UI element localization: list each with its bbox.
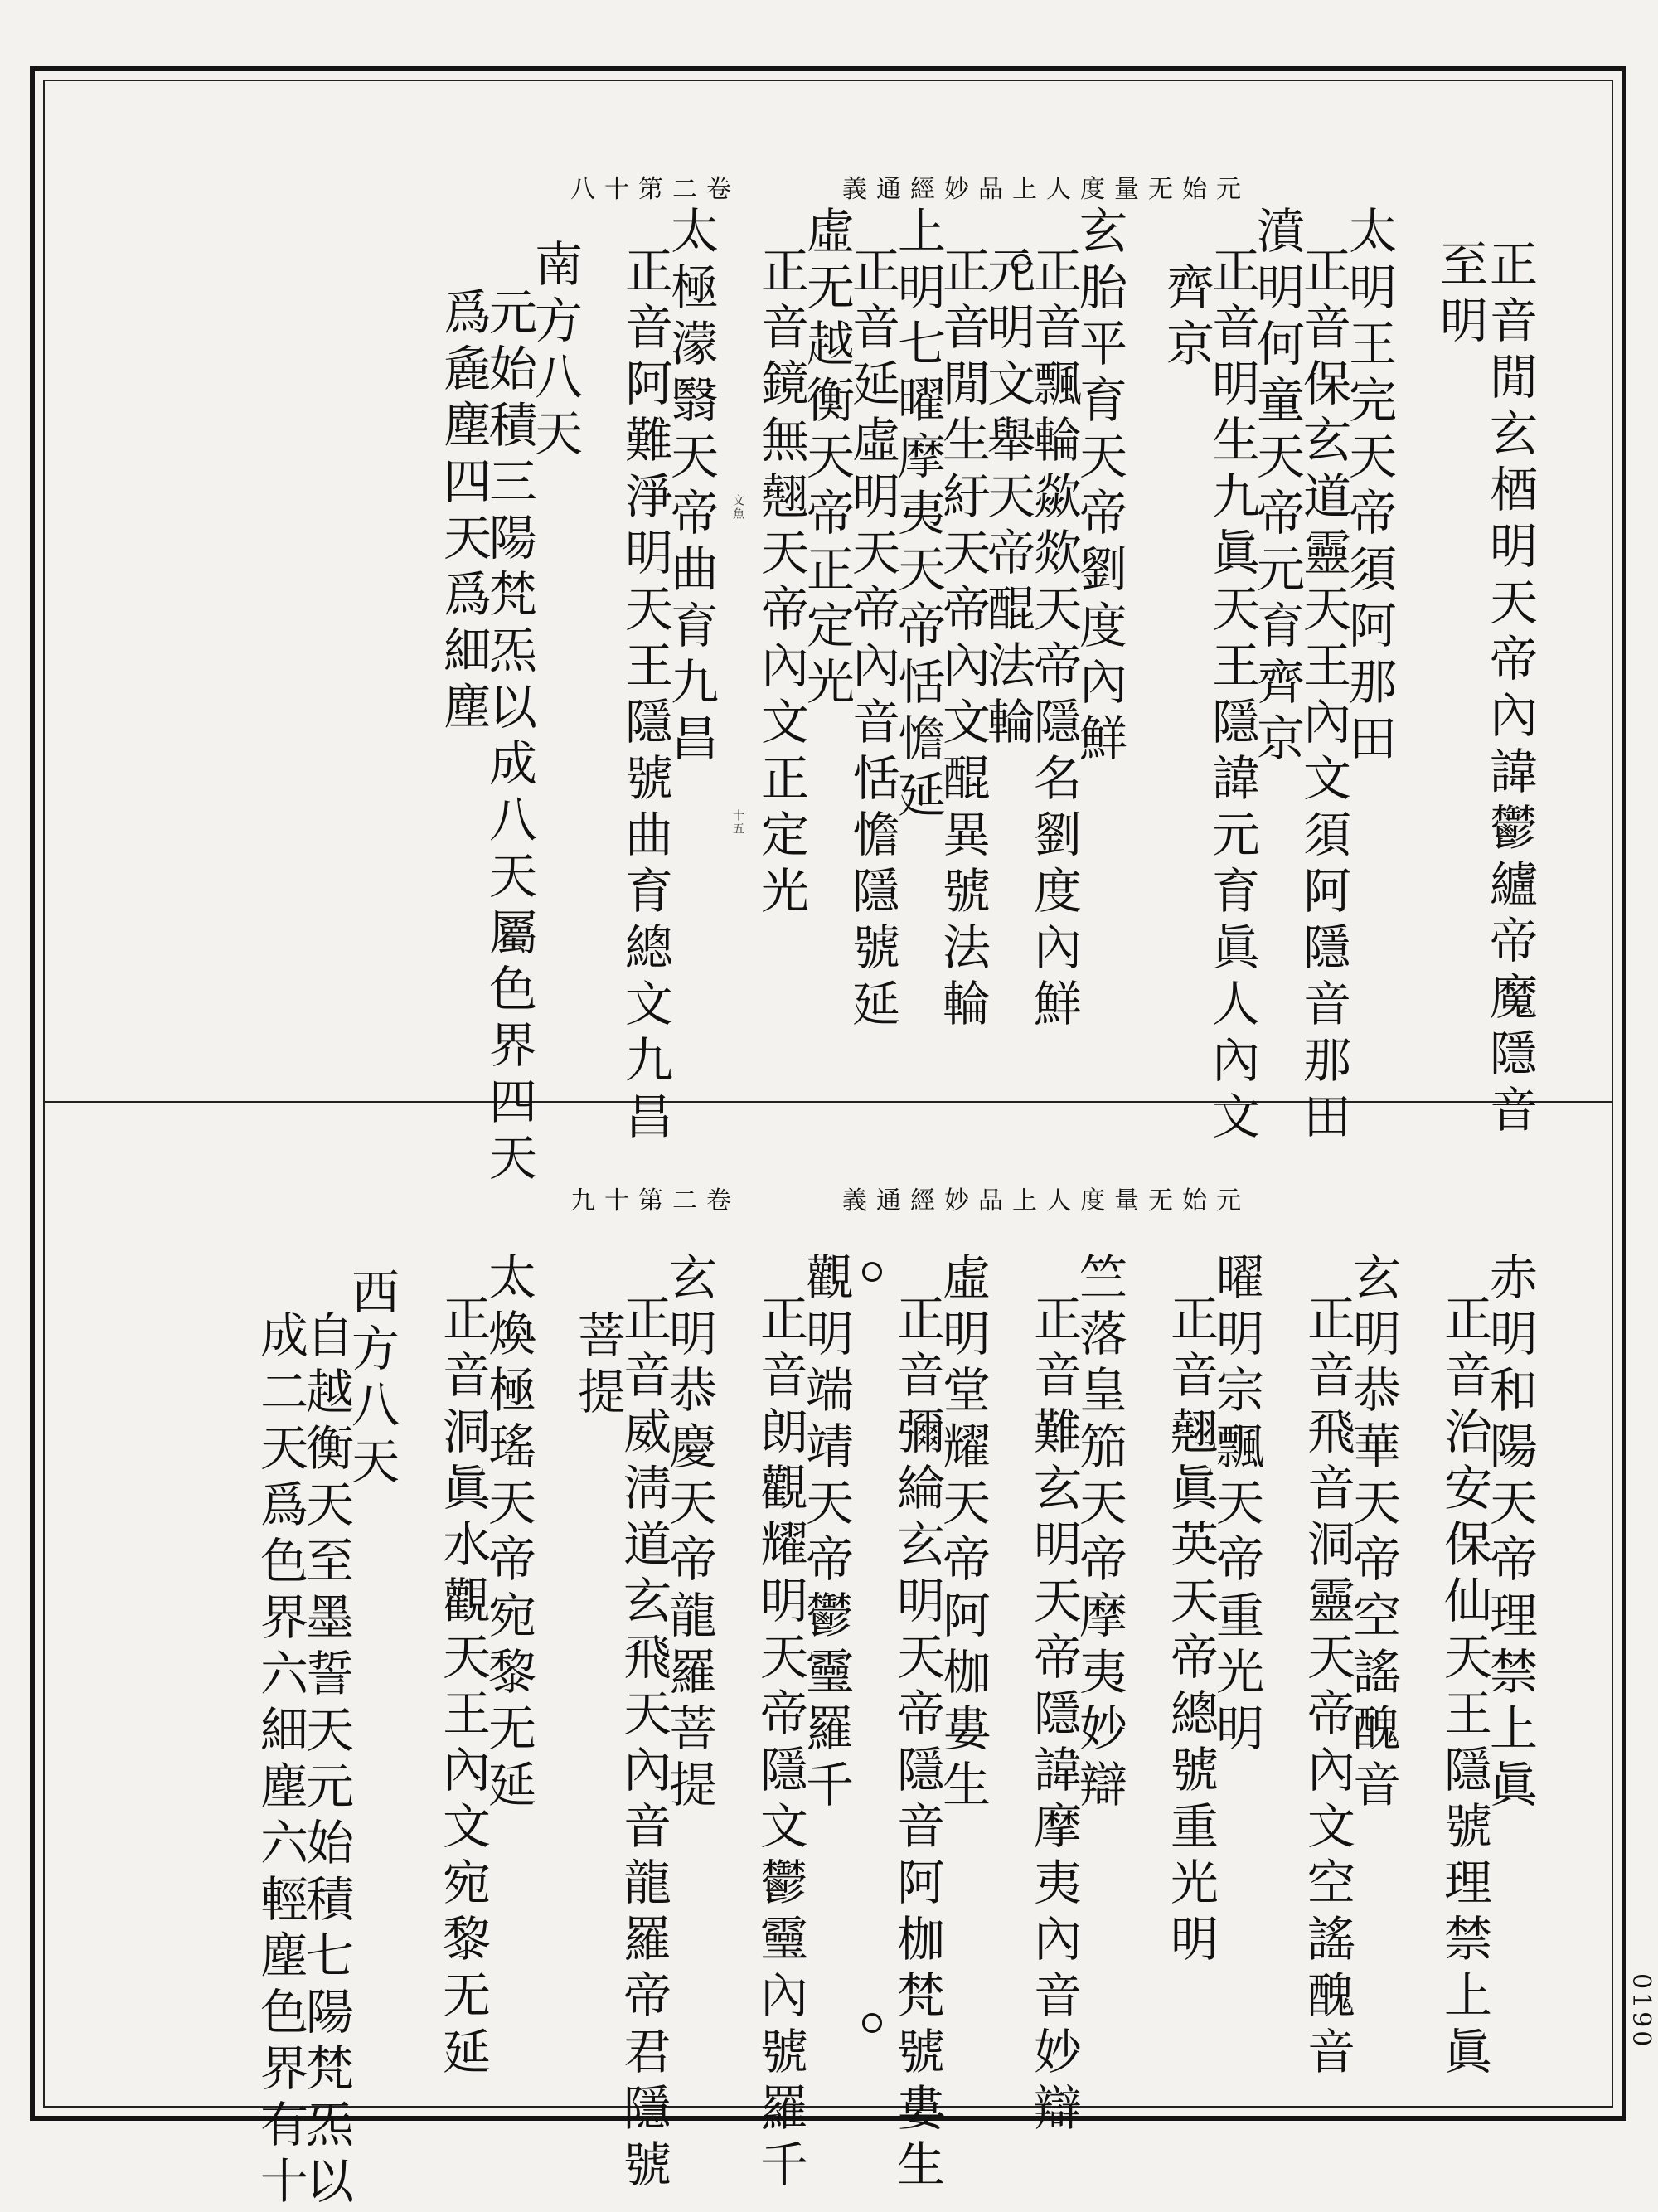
bottom-col-9: 虛明堂耀天帝阿枷婁生	[934, 1252, 991, 1816]
top-col-18: 南方八天	[526, 239, 583, 464]
bottom-col-18: 西方八天	[343, 1267, 400, 1492]
bottom-col-8: 正音難玄明天帝隱諱摩夷內音妙辯	[1025, 1293, 1082, 2139]
bottom-col-15: 菩提	[570, 1310, 626, 1423]
top-margin-note-1: 文魚	[731, 494, 744, 521]
top-col-14: 虛无越衡天帝正定光	[798, 206, 855, 713]
top-col-7: 齊京	[1158, 262, 1214, 375]
top-margin-note-2: 十五	[731, 809, 744, 836]
top-col-12: 上明七曜摩夷天帝恬憺延	[890, 206, 946, 826]
top-col-19: 元始積三陽梵炁以成八天屬色界四天	[481, 287, 537, 1189]
bottom-col-13: 玄明恭慶天帝龍羅菩提	[661, 1252, 717, 1816]
top-header-volume: 八十第二卷	[570, 175, 740, 204]
bottom-circle-marker-2	[862, 2013, 882, 2033]
bottom-col-14: 正音威淸道玄飛天內音龍羅帝君隱號	[615, 1293, 671, 2195]
top-col-8: 玄胎平育天帝劉度內鮮	[1071, 206, 1127, 769]
top-col-6: 正音明生九眞天王隱諱元育眞人內文	[1204, 245, 1260, 1147]
bottom-col-16: 太煥極瑤天帝宛黎无延	[480, 1252, 536, 1816]
bottom-col-19: 自越衡天至墨誓天元始積七陽梵炁以	[298, 1310, 354, 2212]
top-col-13: 正音延虛明天帝內音恬憺隱號延	[844, 245, 900, 1035]
top-col-20: 爲麁塵四天爲細塵	[435, 287, 492, 738]
bottom-col-1: 赤明和陽天帝理禁上眞	[1481, 1252, 1538, 1816]
bottom-col-5: 曜明宗飄天帝重光明	[1208, 1252, 1264, 1759]
bottom-col-6: 正音翹眞英天帝總號重光明	[1162, 1293, 1219, 1970]
top-col-17: 正音阿難淨明天王隱號曲育總文九昌	[617, 245, 673, 1147]
bottom-header-title: 義通經妙品上人度量无始元	[842, 1186, 1250, 1215]
top-col-2: 至明	[1432, 239, 1488, 352]
bottom-header-volume: 九十第二卷	[570, 1186, 740, 1215]
page-number: 0190	[1626, 1973, 1656, 2050]
top-col-11: 正音閒生紆天帝內文醌異號法輪	[934, 245, 991, 1035]
top-header-title: 義通經妙品上人度量无始元	[842, 175, 1250, 204]
top-col-15: 正音鏡無翹天帝內文正定光	[753, 245, 809, 922]
top-col-16: 太極濛翳天帝曲育九昌	[662, 206, 719, 769]
bottom-col-4: 正音飛音洞靈天帝內文空謠醜音	[1299, 1293, 1355, 2083]
bottom-col-10: 正音彌綸玄明天帝隱音阿枷梵號婁生	[889, 1293, 945, 2195]
top-col-10: 元明文舉天帝醌法輪	[979, 245, 1035, 753]
bottom-col-3: 玄明恭華天帝空謠醜音	[1345, 1252, 1401, 1816]
bottom-page	[43, 1103, 1613, 2212]
bottom-circle-marker-1	[862, 1262, 882, 1282]
top-col-9: 正音飄輪歘欻天帝隱名劉度內鮮	[1025, 245, 1082, 1035]
top-circle-marker	[1011, 254, 1031, 274]
bottom-col-7: 竺落皇笳天帝摩夷妙辯	[1071, 1252, 1127, 1816]
top-col-5: 濆明何童天帝元育齊京	[1248, 206, 1305, 769]
bottom-col-12: 正音朗觀耀明天帝隱文鬱𩆜內號羅千	[752, 1293, 808, 2195]
bottom-col-17: 正音洞眞水觀天王內文宛黎无延	[434, 1293, 491, 2083]
top-col-4: 正音保玄道靈天王內文須阿隱音那田	[1295, 245, 1351, 1147]
top-col-1: 正音閒玄梄明天帝內諱鬱纑帝魔隱音	[1481, 239, 1538, 1141]
bottom-col-20: 成二天爲色界六細塵六輕塵色界有十	[252, 1310, 308, 2212]
bottom-col-2: 正音治安保仙天王隱號理禁上眞	[1436, 1293, 1492, 2083]
top-col-3: 太明王完天帝須阿那田	[1340, 206, 1397, 769]
bottom-col-11: 觀明端靖天帝鬱𩆜羅千	[797, 1252, 854, 1816]
top-page	[43, 80, 1613, 1189]
